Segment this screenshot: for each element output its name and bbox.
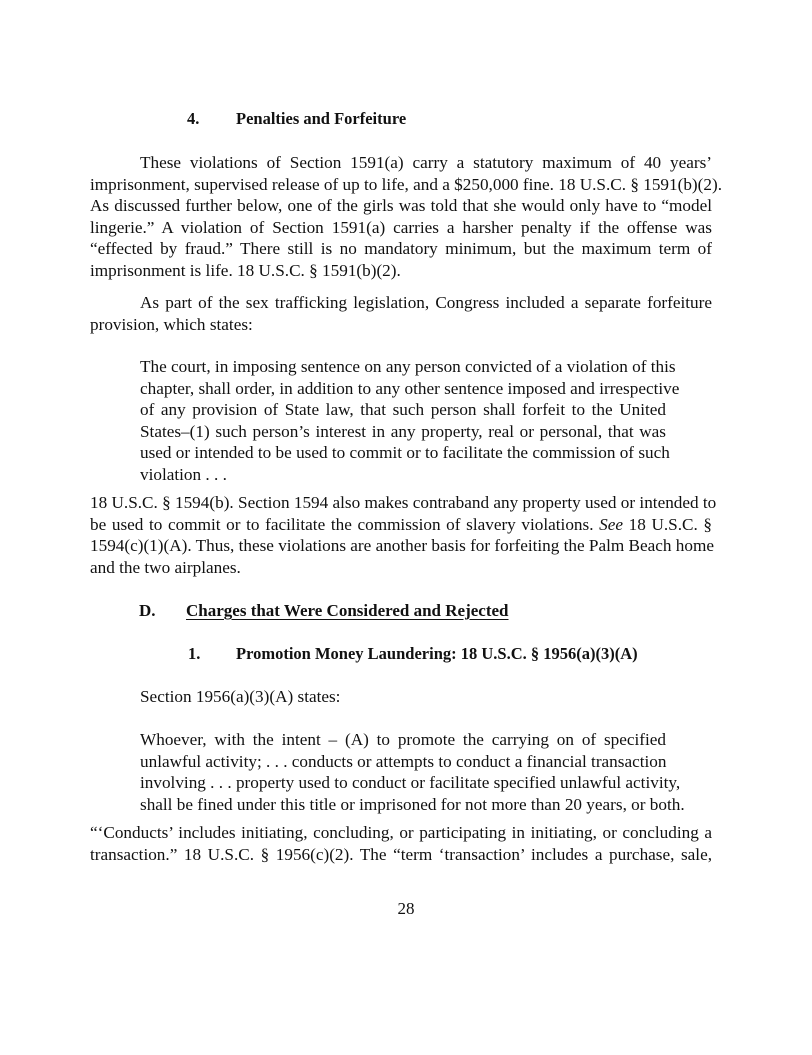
section-heading-4 (187, 108, 406, 130)
section-title: Promotion Money Laundering: 18 U.S.C. § 1956(a)(3)(A) (236, 644, 638, 663)
section-title: Charges that Were Considered and Rejected (186, 601, 509, 620)
quote-line: The court, in imposing sentence on any person convicted of a violation of this (140, 357, 676, 376)
paragraph-line: Section 1956(a)(3)(A) states: (140, 687, 341, 706)
quote-line: involving . . . property used to conduct or facilitate specified unlawful activity, (140, 773, 681, 792)
paragraph-line: These violations of Section 1591(a) carry a statutory maximum of 40 years’ (140, 153, 712, 172)
quote-line: unlawful activity; . . . conducts or attempts to conduct a financial transaction (140, 751, 667, 771)
paragraph-line-citation: 18 U.S.C. § (628, 514, 713, 534)
paragraph-section-1956 (140, 686, 640, 708)
block-quote-1956 (140, 729, 685, 815)
paragraph-line: As part of the sex trafficking legislation, Congress included a separate forfeiture (140, 293, 712, 312)
paragraph-line: imprisonment, supervised release of up to life, and a $250,000 fine. 18 U.S.C. § 1591(b)(2). (90, 174, 722, 194)
section-title: Penalties and Forfeiture (236, 109, 407, 128)
paragraph-line: “‘Conducts’ includes initiating, concluding, or participating in initiating, or concluding a (90, 823, 712, 842)
paragraph-penalties (90, 152, 722, 281)
quote-line: shall be fined under this title or imprisoned for not more than 20 years, or both. (140, 794, 685, 814)
paragraph-line: 18 U.S.C. § 1594(b). Section 1594 also makes contraband any property used or intended to (90, 493, 717, 512)
quote-line: used or intended to be used to commit or to facilitate the commission of such (140, 443, 670, 462)
quote-line: States–(1) such person’s interest in any property, real or personal, that was (140, 421, 666, 441)
paragraph-contraband (90, 492, 717, 578)
section-number: 4. (187, 109, 200, 128)
quote-line: of any provision of State law, that such person shall forfeit to the United (140, 400, 666, 419)
paragraph-line: provision, which states: (90, 314, 253, 334)
block-quote-forfeiture (140, 356, 680, 485)
paragraph-line: lingerie.” A violation of Section 1591(a) carries a harsher penalty if the offense was (90, 217, 712, 237)
paragraph-line: 1594(c)(1)(A). Thus, these violations are another basis for forfeiting the Palm Beach home (90, 536, 714, 555)
paragraph-line: and the two airplanes. (90, 557, 241, 577)
paragraph-line: As discussed further below, one of the girls was told that she would only have to “model (90, 196, 712, 215)
paragraph-line-text: be used to commit or to facilitate the commission of slavery violations. (90, 514, 594, 534)
citation-signal-see: See (599, 514, 623, 534)
paragraph-conducts-definition (90, 822, 712, 865)
quote-line: violation . . . (140, 464, 227, 484)
page-number: 28 (397, 899, 415, 918)
paragraph-line: “effected by fraud.” There still is no mandatory minimum, but the maximum term of (90, 239, 712, 258)
paragraph-line: transaction.” 18 U.S.C. § 1956(c)(2). The “term ‘transaction’ includes a purchase, sale, (90, 844, 712, 864)
section-number: 1. (188, 644, 201, 663)
quote-line: chapter, shall order, in addition to any other sentence imposed and irrespective (140, 378, 680, 398)
section-heading-d (139, 600, 509, 622)
section-heading-1 (188, 643, 638, 665)
paragraph-line (90, 514, 712, 536)
section-letter: D. (139, 601, 156, 620)
quote-line: Whoever, with the intent – (A) to promote the carrying on of specified (140, 730, 666, 749)
paragraph-line: imprisonment is life. 18 U.S.C. § 1591(b)(2). (90, 260, 401, 280)
paragraph-forfeiture-intro (90, 292, 712, 335)
